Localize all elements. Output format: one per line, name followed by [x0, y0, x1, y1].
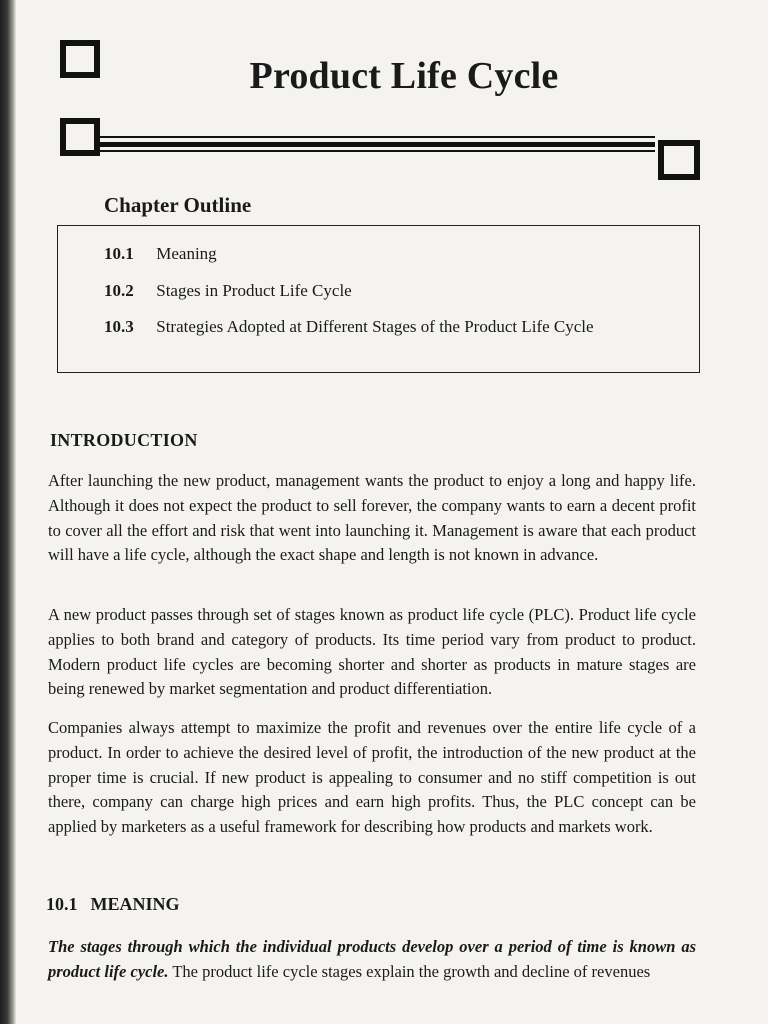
outline-item	[104, 317, 594, 337]
meaning-paragraph	[48, 935, 696, 985]
decorative-square-icon	[60, 118, 100, 156]
outline-item	[104, 281, 352, 301]
outline-item-text: Stages in Product Life Cycle	[156, 281, 352, 300]
decorative-square-icon	[658, 140, 700, 180]
outline-item-number: 10.1	[104, 244, 134, 263]
definition-emphasis: The stages through which the individual products develop over a period of time is known as product life cycle.	[48, 937, 696, 981]
chapter-outline-heading: Chapter Outline	[104, 193, 252, 217]
book-binding-shadow	[0, 0, 16, 1024]
title-rule	[100, 142, 655, 147]
introduction-paragraph: Companies always attempt to maximize the profit and revenues over the entire life cycle of a product. In order to achieve the desired level of profit, the introduction of the new product at the proper time is crucial. If new product is appealing to consumer and no stiff competition is out there, company can charge high prices and earn high profits. Thus, the PLC concept can be applied by marketers as a useful framework for describing how products and markets work.	[48, 718, 696, 837]
title-rule	[100, 136, 655, 138]
outline-item	[104, 244, 217, 264]
introduction-heading: INTRODUCTION	[50, 430, 198, 450]
meaning-section-heading	[46, 894, 180, 915]
section-number: 10.1	[46, 894, 78, 914]
outline-item-number: 10.2	[104, 281, 134, 300]
chapter-outline-box	[57, 225, 700, 373]
introduction-paragraph: A new product passes through set of stages known as product life cycle (PLC). Product life cycle applies to both brand and category of products. Its time period vary from product to product. Modern product life cycles are becoming shorter and shorter as products in mature stages are being renewed by market segmentation and product differentiation.	[48, 605, 696, 699]
outline-item-number: 10.3	[104, 317, 134, 336]
outline-item-text: Meaning	[156, 244, 217, 263]
introduction-paragraph: After launching the new product, management wants the product to enjoy a long and happy life. Although it does not expect the product to sell forever, the company wants to earn a decent profit to cover all the effort and risk that went into launching it. Management is aware that each product will have a life cycle, although the exact shape and length is not known in advance.	[48, 471, 696, 565]
title-rule	[100, 150, 655, 152]
outline-item-text: Strategies Adopted at Different Stages of the Product Life Cycle	[156, 317, 594, 336]
meaning-text: The product life cycle stages explain the growth and decline of revenues	[168, 961, 651, 981]
section-title: MEANING	[90, 894, 180, 914]
chapter-title: Product Life Cycle	[249, 55, 559, 97]
